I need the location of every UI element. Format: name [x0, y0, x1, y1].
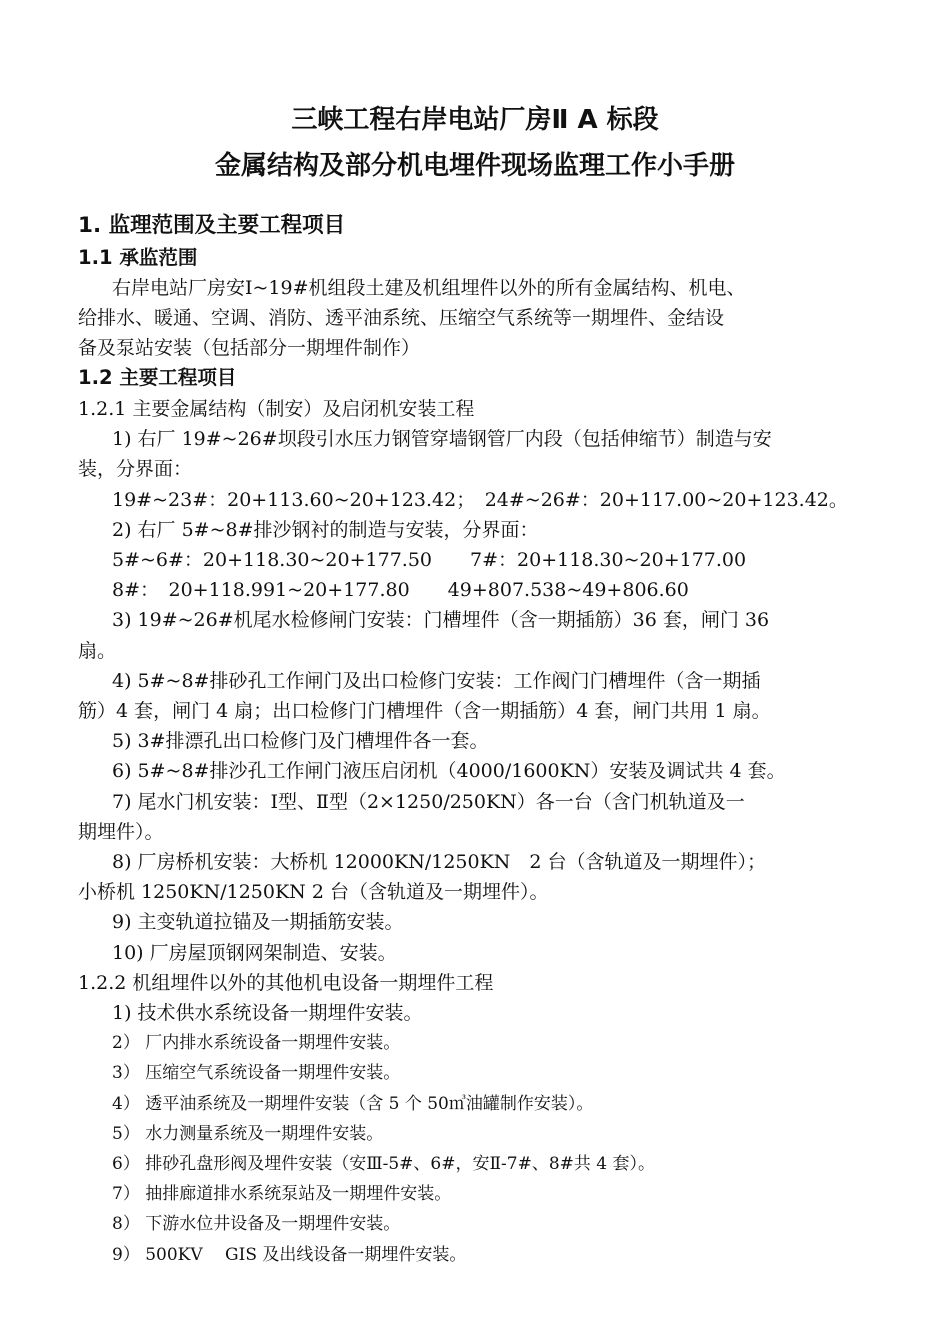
text-line: 1.2.2 机组埋件以外的其他机电设备一期埋件工程 [78, 971, 494, 994]
section-heading-1: 1. 监理范围及主要工程项目 [78, 213, 346, 238]
text-line: 5） 水力测量系统及一期埋件安装。 [112, 1123, 384, 1144]
section-heading-1-2: 1.2 主要工程项目 [78, 366, 237, 389]
text-line: 5) 3#排漂孔出口检修门及门槽埋件各一套。 [112, 730, 489, 753]
scope-line: 给排水、暖通、空调、消防、透平油系统、压缩空气系统等一期埋件、金结设 [78, 307, 725, 330]
text-line: 2) 右厂 5#~8#排沙钢衬的制造与安装，分界面： [112, 518, 539, 541]
text-line: 1) 右厂 19#~26#坝段引水压力钢管穿墙钢管厂内段（包括伸缩节）制造与安 [112, 428, 772, 451]
text-line: 4) 5#~8#排砂孔工作闸门及出口检修门安装：工作阀门门槽埋件（含一期插 [112, 669, 761, 692]
document-title-line-2: 金属结构及部分机电埋件现场监理工作小手册 [214, 151, 735, 181]
text-line: 7） 抽排廊道排水系统泵站及一期埋件安装。 [112, 1184, 452, 1205]
text-line: 小桥机 1250KN/1250KN 2 台（含轨道及一期埋件）。 [78, 881, 549, 904]
text-line: 8#： 20+118.991~20+177.80 49+807.538~49+806.60 [112, 579, 689, 602]
text-line: 9) 主变轨道拉锚及一期插筋安装。 [112, 911, 404, 934]
text-line: 10) 厂房屋顶钢网架制造、安装。 [112, 941, 397, 964]
text-line: 3) 19#~26#机尾水检修闸门安装：门槽埋件（含一期插筋）36 套，闸门 36 [112, 609, 770, 632]
text-line: 装，分界面： [78, 458, 193, 481]
text-line: 19#~23#：20+113.60~20+123.42； 24#~26#：20+117.00~20+123.42。 [112, 488, 848, 511]
scope-paragraph [78, 273, 870, 364]
text-line: 筋）4 套，闸门 4 扇；出口检修门门槽埋件（含一期插筋）4 套，闸门共用 1 扇。 [78, 700, 771, 723]
text-line: 7) 尾水门机安装：Ⅰ型、Ⅱ型（2×1250/250KN）各一台（含门机轨道及一 [112, 790, 745, 813]
text-line: 8） 下游水位井设备及一期埋件安装。 [112, 1214, 401, 1235]
text-line: 2） 厂内排水系统设备一期埋件安装。 [112, 1033, 401, 1054]
scope-line: 备及泵站安装（包括部分一期埋件制作） [78, 337, 421, 360]
text-line: 8) 厂房桥机安装：大桥机 12000KN/1250KN 2 台（含轨道及一期埋件）； [112, 851, 767, 874]
project-list [78, 394, 870, 1270]
text-line: 6） 排砂孔盘形阀及埋件安装（安Ⅲ-5#、6#，安Ⅱ-7#、8#共 4 套）。 [112, 1154, 656, 1175]
text-line: 期埋件）。 [78, 820, 164, 843]
text-line: 6) 5#~8#排沙孔工作闸门液压启闭机（4000/1600KN）安装及调试共 4 套。 [112, 760, 786, 783]
document-title-line-1: 三峡工程右岸电站厂房Ⅱ A 标段 [291, 105, 659, 135]
text-line: 5#~6#：20+118.30~20+177.50 7#：20+118.30~20+177.00 [112, 549, 747, 572]
text-line: 1) 技术供水系统设备一期埋件安装。 [112, 1002, 423, 1025]
section-heading-1-1: 1.1 承监范围 [78, 246, 198, 269]
text-line: 扇。 [78, 639, 117, 662]
text-line: 3） 压缩空气系统设备一期埋件安装。 [112, 1063, 401, 1084]
text-line: 9） 500KV GIS 及出线设备一期埋件安装。 [112, 1244, 467, 1265]
scope-line: 右岸电站厂房安Ⅰ~19#机组段土建及机组埋件以外的所有金属结构、机电、 [112, 277, 746, 299]
text-line: 4） 透平油系统及一期埋件安装（含 5 个 50㎥油罐制作安装）。 [112, 1093, 594, 1114]
text-line: 1.2.1 主要金属结构（制安）及启闭机安装工程 [78, 398, 475, 420]
